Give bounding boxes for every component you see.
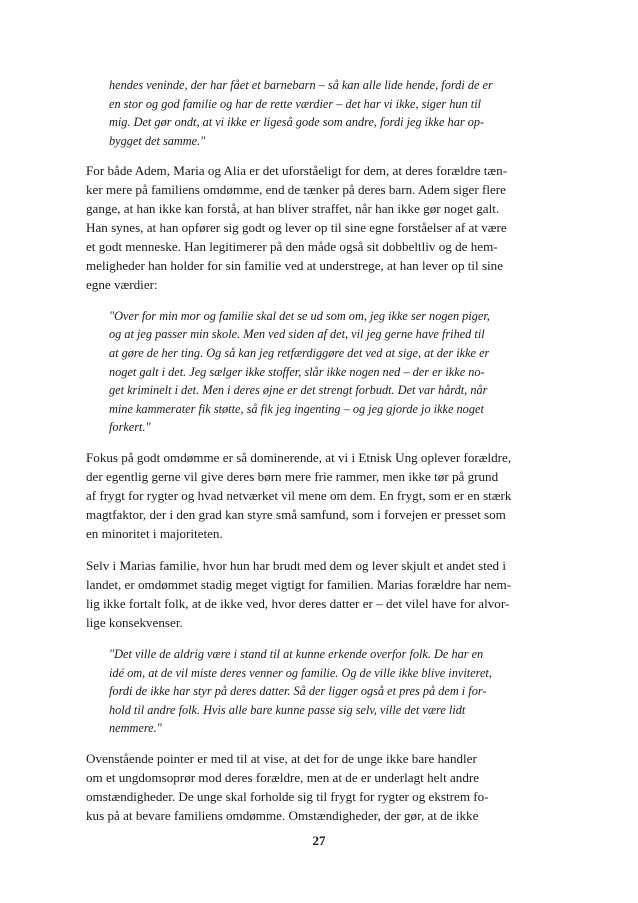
- text-line: hold til andre folk. Hvis alle bare kunne passe sig selv, ville det være lidt: [109, 702, 466, 717]
- block-quote: [109, 307, 546, 437]
- text-line: egne værdier:: [86, 276, 158, 292]
- text-line: Ovenstående pointer er med til at vise, at det for de unge ikke bare handler: [86, 751, 477, 766]
- paragraph: [86, 557, 546, 633]
- text-line: og at jeg passer min skole. Men ved siden af det, vil jeg gerne have frihed til: [109, 327, 485, 342]
- paragraph: [86, 162, 546, 294]
- text-line: meligheder han holder for sin familie ved at understrege, at han lever op til sine: [86, 257, 504, 273]
- text-line: at gøre de her ting. Og så kan jeg retfærdiggøre det ved at sige, at der ikke er: [109, 345, 490, 360]
- paragraph: [86, 449, 546, 544]
- text-line: magtfaktor, der i den grad kan styre små samfund, som i forvejen er presset som: [86, 506, 506, 522]
- text-line: ker mere på familiens omdømme, end de tænker på deres barn. Adem siger flere: [86, 182, 506, 198]
- text-line: nemmere.": [109, 721, 162, 736]
- paragraph: [86, 750, 546, 826]
- text-line: kus på at bevare familiens omdømme. Omstændigheder, der gør, at de ikke: [86, 807, 479, 823]
- text-line: idé om, at de vil miste deres venner og familie. Og de ville ikke blive inviteret,: [109, 665, 492, 680]
- text-line: der egentlig gerne vil give deres børn mere frie rammer, men ikke tør på grund: [86, 468, 499, 484]
- text-line: Fokus på godt omdømme er så dominerende, at vi i Etnisk Ung oplever forældre,: [86, 449, 512, 465]
- text-line: noget galt i det. Jeg sælger ikke stoffer, slår ikke nogen ned – der er ikke no-: [109, 364, 485, 379]
- text-line: landet, er omdømmet stadig meget vigtigt for familien. Marias forældre har nem-: [86, 577, 512, 593]
- text-line: bygget det samme.": [109, 133, 206, 148]
- text-line: af frygt for rygter og hvad netværket vil mene om dem. En frygt, som er en stærk: [86, 487, 512, 503]
- document-body: [86, 76, 546, 826]
- text-line: fordi de ikke har styr på deres datter. Så der ligger også et pres på dem i for-: [109, 684, 487, 699]
- text-line: "Det ville de aldrig være i stand til at kunne erkende overfor folk. De har en: [109, 647, 484, 662]
- text-line: en minoritet i majoriteten.: [86, 525, 223, 541]
- text-line: forkert.": [109, 420, 151, 435]
- page-number: 27: [312, 833, 326, 848]
- text-line: omstændigheder. De unge skal forholde sig til frygt for rygter og ekstrem fo-: [86, 788, 489, 804]
- block-quote: [109, 645, 546, 738]
- text-line: et godt menneske. Han legitimerer på den måde også sit dobbeltliv og de hem-: [86, 239, 498, 254]
- text-line: lige konsekvenser.: [86, 615, 183, 631]
- text-line: Han synes, at han opfører sig godt og lever op til sine egne forståelser af at være: [86, 220, 507, 236]
- text-line: lig ikke fortalt folk, at de ikke ved, hvor deres datter er – det vilel have for alvor-: [86, 596, 510, 612]
- block-quote: [109, 76, 546, 150]
- text-line: For både Adem, Maria og Alia er det uforståeligt for dem, at deres forældre tæn-: [86, 163, 508, 179]
- text-line: Selv i Marias familie, hvor hun har brudt med dem og lever skjult et andet sted i: [86, 558, 506, 574]
- text-line: en stor og god familie og har de rette værdier – det har vi ikke, siger hun til: [109, 96, 482, 111]
- text-line: hendes veninde, der har fået et barnebarn – så kan alle lide hende, fordi de er: [109, 78, 493, 92]
- text-line: om et ungdomsoprør mod deres forældre, men at de er underlagt helt andre: [86, 769, 480, 785]
- text-line: get kriminelt i det. Men i deres øjne er det strengt forbudt. Det var hårdt, når: [109, 383, 488, 398]
- text-line: gange, at han ikke kan forstå, at han bliver straffet, når han ikke gør noget galt.: [86, 201, 500, 217]
- text-line: "Over for min mor og familie skal det se ud som om, jeg ikke ser nogen piger,: [109, 308, 490, 323]
- text-line: mine kammerater fik støtte, så fik jeg ingenting – og jeg gjorde jo ikke noget: [109, 401, 484, 416]
- text-line: mig. Det gør ondt, at vi ikke er ligeså gode som andre, fordi jeg ikke har op-: [109, 115, 485, 130]
